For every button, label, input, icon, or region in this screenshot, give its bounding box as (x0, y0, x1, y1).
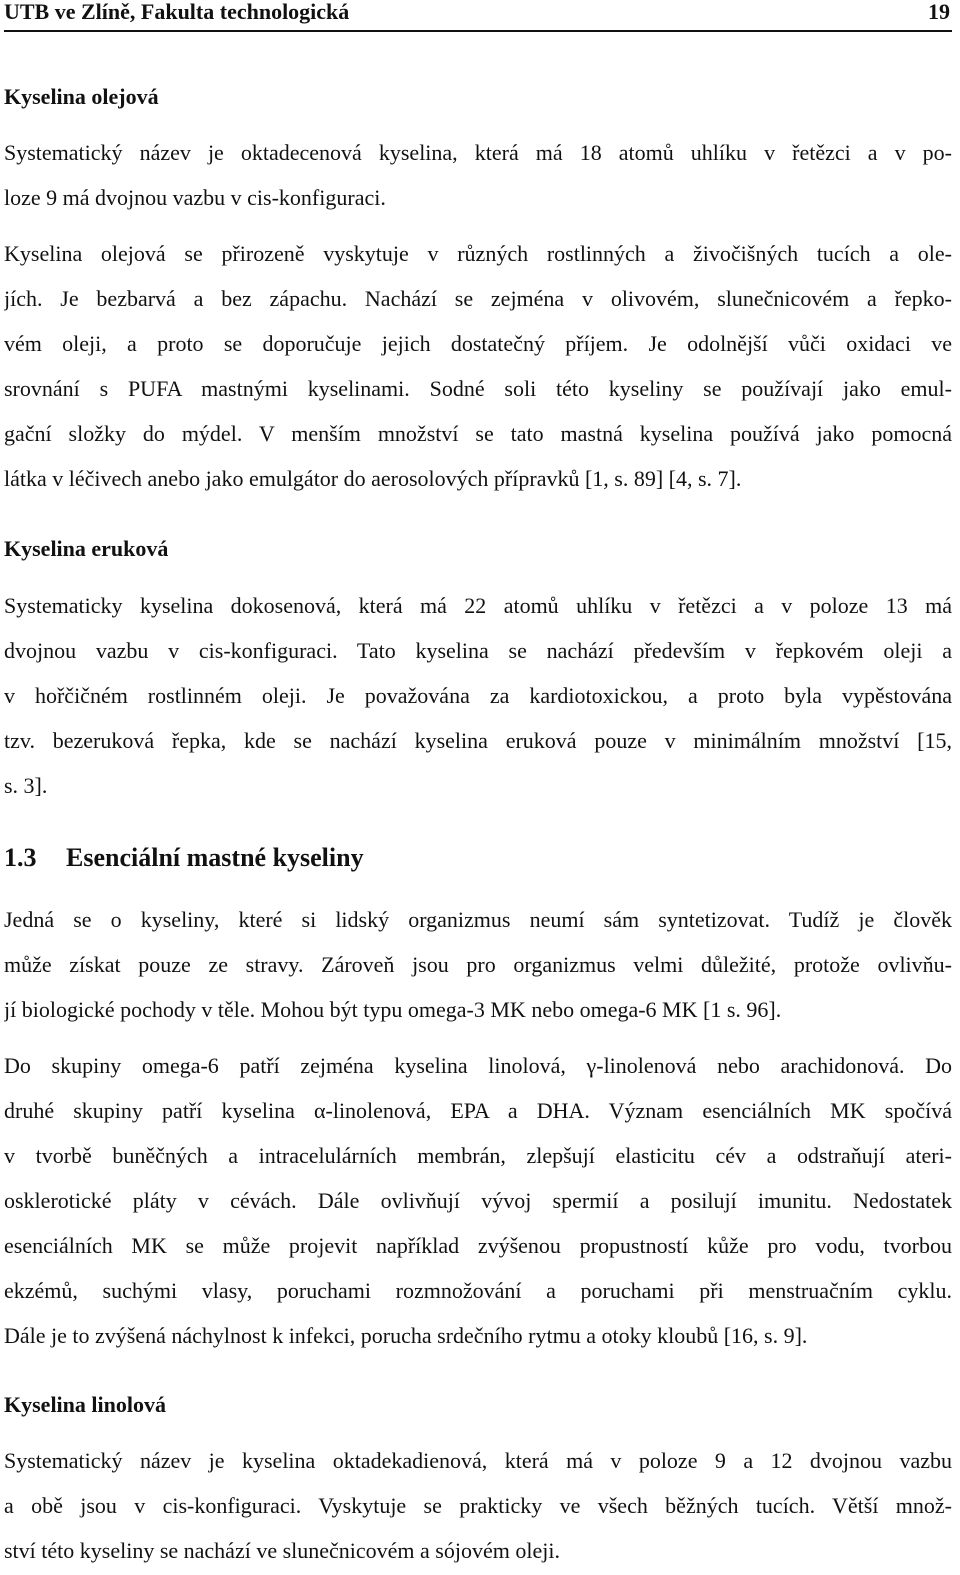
paragraph-olejova-1 (4, 130, 952, 220)
text-line: osklerotické pláty v cévách. Dále ovlivňují vývoj spermií a posilují imunitu. Nedostatek (4, 1188, 952, 1213)
text-line: Systematicky kyselina dokosenová, která má 22 atomů uhlíku v řetězci a v poloze 13 má (4, 593, 952, 618)
heading-kyselina-olejova: Kyselina olejová (4, 84, 159, 109)
text-line: gační složky do mýdel. V menším množství se tato mastná kyselina používá jako pomocná (4, 421, 952, 446)
paragraph-linolova-1 (4, 1438, 952, 1573)
text-line: Do skupiny omega-6 patří zejména kyselina linolová, γ-linolenová nebo arachidonová. Do (4, 1053, 952, 1078)
section-heading-esencialni (4, 843, 364, 873)
section-title: Esenciální mastné kyseliny (66, 843, 364, 872)
text-line: v hořčičném rostlinném oleji. Je považována za kardiotoxickou, a proto byla vypěstována (4, 683, 952, 708)
text-line: Jedná se o kyseliny, které si lidský organizmus neumí sám syntetizovat. Tudíž je člověk (4, 907, 952, 932)
text-line: a obě jsou v cis-konfiguraci. Vyskytuje se prakticky ve všech běžných tucích. Větší množ- (4, 1493, 952, 1518)
header-title: UTB ve Zlíně, Fakulta technologická (4, 0, 350, 24)
text-line: jích. Je bezbarvá a bez zápachu. Nachází se zejména v olivovém, slunečnicovém a řepko- (4, 286, 952, 311)
paragraph-erukova-1 (4, 583, 952, 808)
section-number: 1.3 (4, 843, 37, 872)
paragraph-olejova-2 (4, 231, 952, 501)
paragraph-esencialni-2 (4, 1043, 952, 1358)
text-line: ekzémů, suchými vlasy, poruchami rozmnožování a poruchami při menstruačním cyklu. (4, 1278, 952, 1303)
text-line: Dále je to zvýšená náchylnost k infekci, porucha srdečního rytmu a otoky kloubů [16, s. 9]. (4, 1323, 808, 1348)
text-line: dvojnou vazbu v cis-konfiguraci. Tato kyselina se nachází především v řepkovém oleji a (4, 638, 952, 663)
paragraph-esencialni-1 (4, 897, 952, 1032)
text-line: vém oleji, a proto se doporučuje jejich dostatečný příjem. Je odolnější vůči oxidaci ve (4, 331, 952, 356)
text-line: Kyselina olejová se přirozeně vyskytuje v různých rostlinných a živočišných tucích a ole- (4, 241, 952, 266)
text-line: ství této kyseliny se nachází ve slunečnicovém a sójovém oleji. (4, 1538, 560, 1563)
page-header (4, 0, 952, 32)
text-line: může získat pouze ze stravy. Zároveň jsou pro organizmus velmi důležité, protože ovlivňu- (4, 952, 952, 977)
text-line: srovnání s PUFA mastnými kyselinami. Sodné soli této kyseliny se používají jako emul- (4, 376, 952, 401)
text-line: jí biologické pochody v těle. Mohou být typu omega-3 MK nebo omega-6 MK [1 s. 96]. (4, 997, 782, 1022)
heading-kyselina-erukova: Kyselina eruková (4, 536, 169, 561)
text-line: tzv. bezeruková řepka, kde se nachází kyselina eruková pouze v minimálním množství [15, (4, 728, 952, 753)
text-line: s. 3]. (4, 773, 48, 798)
text-line: esenciálních MK se může projevit například zvýšenou propustností kůže pro vodu, tvorbou (4, 1233, 952, 1258)
text-line: Systematický název je oktadecenová kyselina, která má 18 atomů uhlíku v řetězci a v po- (4, 140, 952, 165)
text-line: druhé skupiny patří kyselina α-linolenová, EPA a DHA. Význam esenciálních MK spočívá (4, 1098, 952, 1123)
page-number: 19 (928, 0, 950, 24)
heading-kyselina-linolova: Kyselina linolová (4, 1392, 166, 1417)
text-line: v tvorbě buněčných a intracelulárních membrán, zlepšují elasticitu cév a odstraňují ateri- (4, 1143, 952, 1168)
text-line: Systematický název je kyselina oktadekadienová, která má v poloze 9 a 12 dvojnou vazbu (4, 1448, 952, 1473)
text-line: látka v léčivech anebo jako emulgátor do aerosolových přípravků [1, s. 89] [4, s. 7]. (4, 466, 742, 491)
text-line: loze 9 má dvojnou vazbu v cis-konfiguraci. (4, 185, 386, 210)
